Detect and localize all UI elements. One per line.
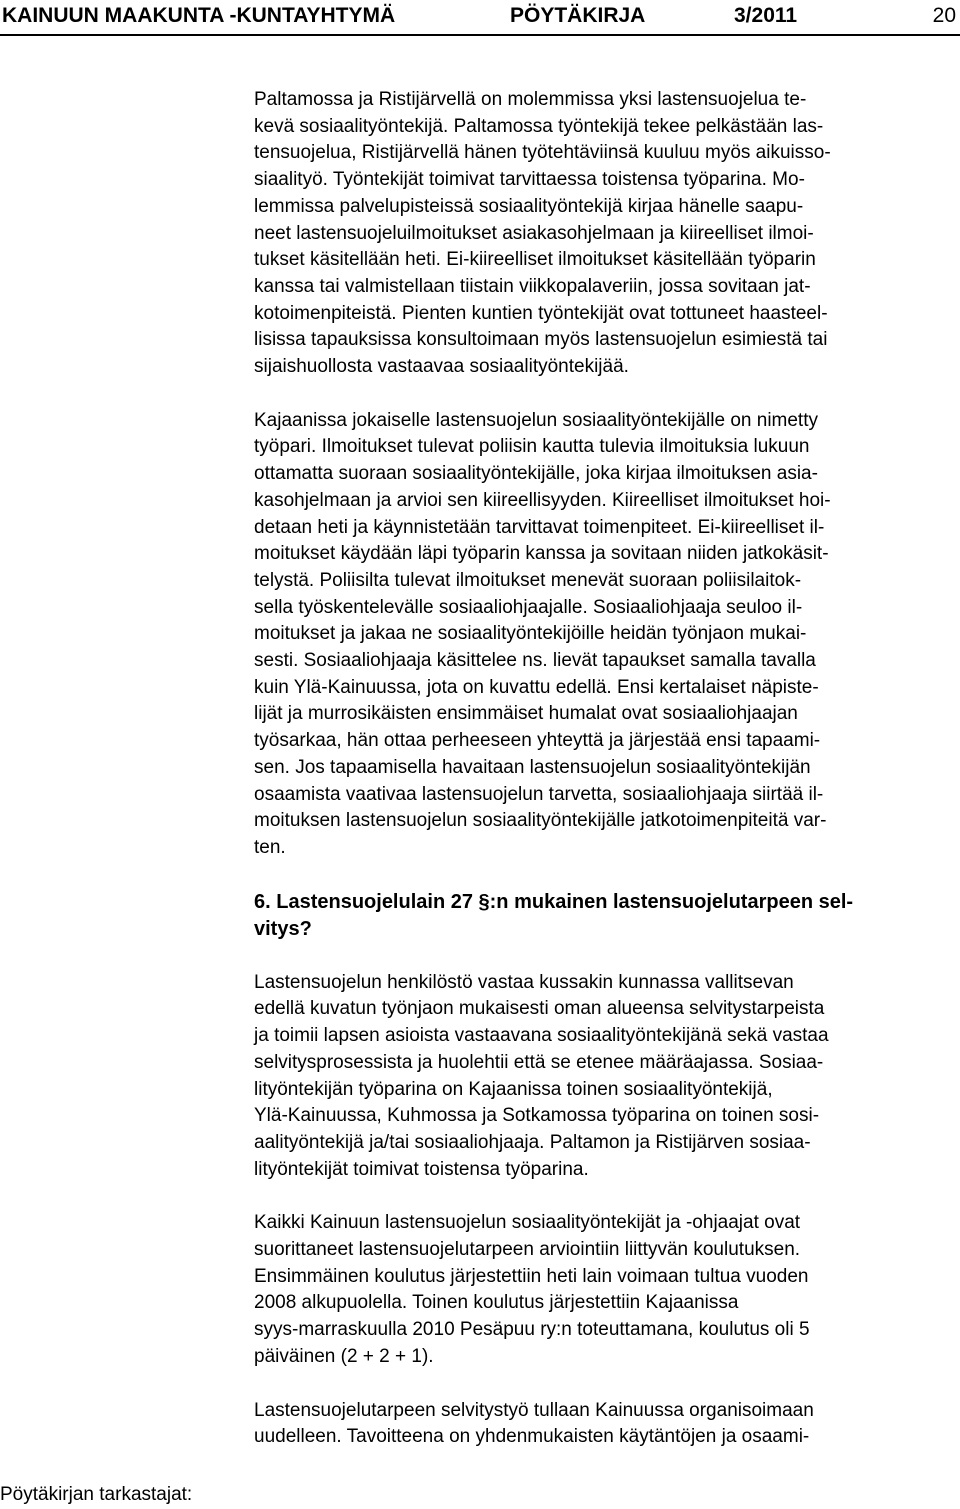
text-line: tensuojelua, Ristijärvellä hänen työtehtäviinsä kuuluu myös aikuisso- [254, 142, 831, 164]
text-line: lijät ja murrosikäisten ensimmäiset humalat ovat sosiaaliohjaajan [254, 703, 798, 725]
text-line: ottamatta suoraan sosiaalityöntekijälle, joka kirjaa ilmoituksen asia- [254, 463, 818, 485]
footer-reviewers-label: Pöytäkirjan tarkastajat: [0, 1484, 193, 1505]
text-line: moitukset ja jakaa ne sosiaalityöntekijöille heidän työnjaon mukai- [254, 623, 807, 645]
text-line: Ylä-Kainuussa, Kuhmossa ja Sotkamossa työparina on toinen sosi- [254, 1105, 820, 1127]
text-line: 6. Lastensuojelulain 27 §:n mukainen lastensuojelutarpeen sel- [254, 890, 854, 913]
text-line: tukset käsitellään heti. Ei-kiireelliset ilmoitukset käsitellään työparin [254, 249, 816, 271]
document-body [254, 87, 956, 1478]
text-line: uudelleen. Tavoitteena on yhdenmukaisten käytäntöjen ja osaami- [254, 1426, 810, 1448]
text-line: työsarkaa, hän ottaa perheeseen yhteyttä ja järjestää ensi tapaami- [254, 730, 821, 752]
text-line: sen. Jos tapaamisella havaitaan lastensuojelun sosiaalityöntekijän [254, 756, 811, 778]
text-line: edellä kuvatun työnjaon mukaisesti oman alueensa selvitystarpeista [254, 998, 825, 1020]
text-line: ten. [254, 836, 286, 858]
text-line: vitys? [254, 917, 312, 940]
text-line: selvitysprosessista ja huolehtii että se etenee määräajassa. Sosiaa- [254, 1051, 824, 1073]
text-line: lityöntekijän työparina on Kajaanissa toinen sosiaalityöntekijä, [254, 1078, 773, 1100]
text-line: suorittaneet lastensuojelutarpeen arviointiin liittyvän koulutuksen. [254, 1239, 801, 1261]
text-line: ja toimii lapsen asioista vastaavana sosiaalityöntekijänä sekä vastaa [254, 1025, 829, 1047]
text-line: Paltamossa ja Ristijärvellä on molemmissa yksi lastensuojelua te- [254, 89, 807, 110]
text-line: Lastensuojelutarpeen selvitystyö tullaan Kainuussa organisoimaan [254, 1399, 814, 1421]
text-line: osaamista vaativaa lastensuojelun tarvetta, sosiaaliohjaaja siirtää il- [254, 783, 824, 805]
paragraph [254, 1210, 956, 1370]
text-line: lisissa tapauksissa konsultoimaan myös lastensuojelun esimiestä tai [254, 329, 828, 351]
page-number: 20 [932, 4, 956, 27]
text-line: siaalityö. Työntekijät toimivat tarvittaessa toistensa työparina. Mo- [254, 169, 805, 191]
text-line: lityöntekijät toimivat toistensa työparina. [254, 1158, 589, 1180]
text-line: Ensimmäinen koulutus järjestettiin heti lain voimaan tultua vuoden [254, 1265, 809, 1287]
text-line: Kajaanissa jokaiselle lastensuojelun sosiaalityöntekijälle on nimetty [254, 409, 818, 431]
section-heading [254, 889, 956, 943]
text-line: telystä. Poliisilta tulevat ilmoitukset menevät suoraan poliisilaitok- [254, 569, 802, 591]
text-line: 2008 alkupuolella. Toinen koulutus järjestettiin Kajaanissa [254, 1292, 739, 1314]
text-line: detaan heti ja käynnistetään tarvittavat toimenpiteet. Ei-kiireelliset il- [254, 516, 825, 538]
text-line: työpari. Ilmoitukset tulevat poliisin kautta tulevia ilmoituksia lukuun [254, 436, 810, 458]
organization-name: KAINUUN MAAKUNTA -KUNTAYHTYMÄ [2, 4, 396, 27]
text-line: sijaishuollosta vastaavaa sosiaalityöntekijää. [254, 356, 629, 378]
paragraph [254, 87, 956, 381]
text-line: neet lastensuojeluilmoitukset asiakasohjelmaan ja kiireelliset ilmoi- [254, 222, 814, 244]
text-line: sella työskentelevälle sosiaaliohjaajalle. Sosiaaliohjaaja seuloo il- [254, 596, 803, 618]
text-line: moituksen lastensuojelun sosiaalityöntekijälle jatkotoimenpiteitä var- [254, 810, 827, 832]
text-line: lemmissa palvelupisteissä sosiaalityöntekijä kirjaa hänelle saapu- [254, 195, 804, 217]
text-line: päiväinen (2 + 2 + 1). [254, 1345, 434, 1367]
paragraph [254, 408, 956, 862]
text-line: moitukset käydään läpi työparin kanssa ja sovitaan niiden jatkokäsit- [254, 543, 829, 565]
text-line: aalityöntekijä ja/tai sosiaaliohjaaja. Paltamon ja Ristijärven sosiaa- [254, 1131, 811, 1153]
text-line: kasohjelmaan ja arvioi sen kiireellisyyden. Kiireelliset ilmoitukset hoi- [254, 489, 831, 511]
text-line: Lastensuojelun henkilöstö vastaa kussakin kunnassa vallitsevan [254, 971, 794, 993]
page-header [0, 0, 960, 36]
text-line: kuin Ylä-Kainuussa, jota on kuvattu edellä. Ensi kertalaiset näpiste- [254, 676, 819, 698]
text-line: kotoimenpiteistä. Pienten kuntien työntekijät ovat tottuneet haasteel- [254, 302, 828, 324]
text-line: Kaikki Kainuun lastensuojelun sosiaalityöntekijät ja -ohjaajat ovat [254, 1212, 801, 1234]
paragraph [254, 1398, 956, 1451]
text-line: sesti. Sosiaaliohjaaja käsittelee ns. lievät tapaukset samalla tavalla [254, 650, 816, 672]
text-line: kanssa tai valmistellaan tiistain viikkopalaveriin, jossa sovitaan jat- [254, 275, 811, 297]
document-type: PÖYTÄKIRJA [510, 4, 646, 27]
text-line: syys-marraskuulla 2010 Pesäpuu ry:n toteuttamana, koulutus oli 5 [254, 1319, 810, 1341]
document-number: 3/2011 [734, 4, 798, 27]
paragraph [254, 970, 956, 1184]
text-line: kevä sosiaalityöntekijä. Paltamossa työntekijä tekee pelkästään las- [254, 115, 824, 137]
